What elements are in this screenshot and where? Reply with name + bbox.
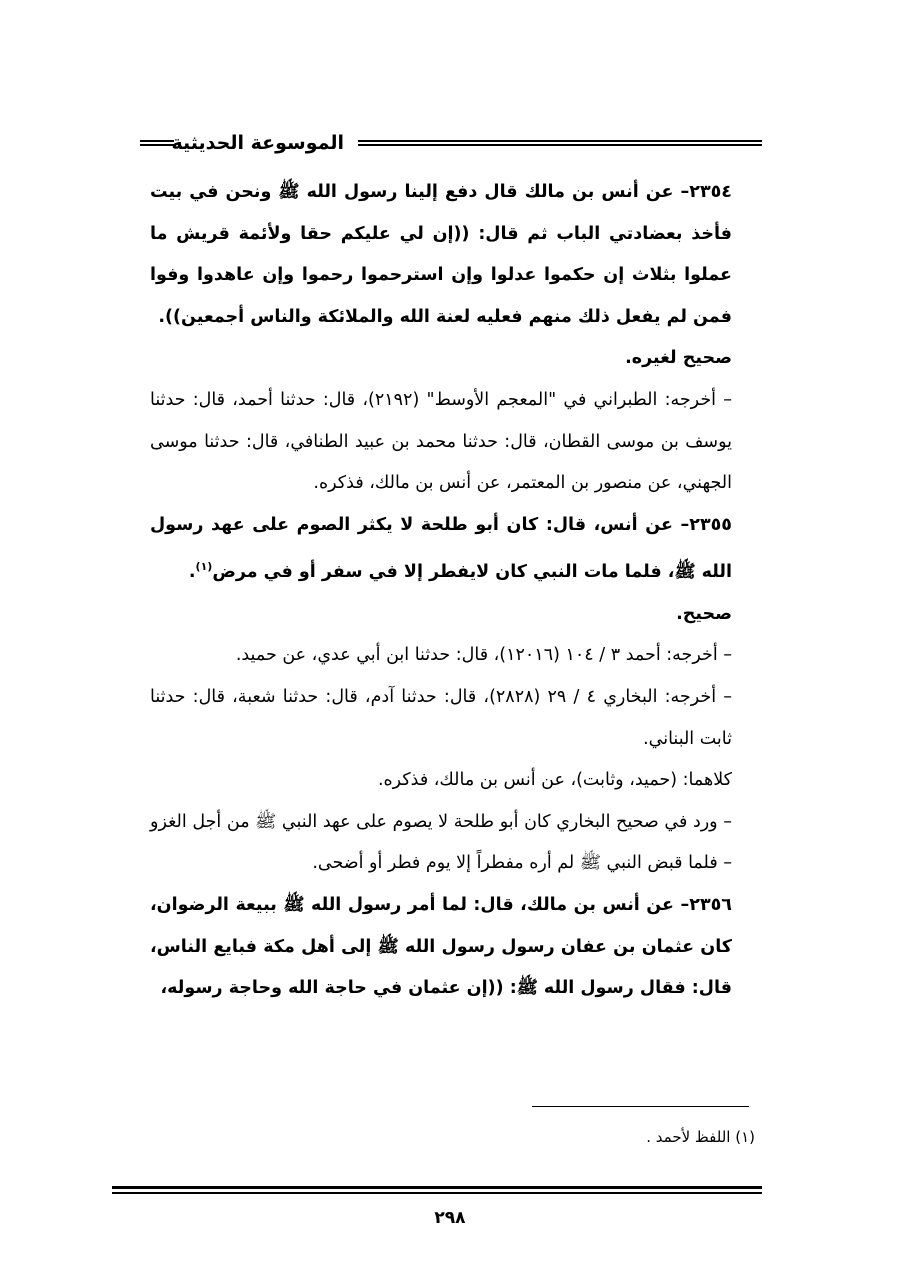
grade-2354: صحيح لغيره. <box>625 348 732 369</box>
takhrij-bukhari: – أخرجه: البخاري ٤ / ٢٩ (٢٨٢٨)، قال: حدثنا آدم، قال: حدثنا شعبة، قال: حدثنا ثابت البناني. <box>150 686 733 749</box>
page-number: ٢٩٨ <box>434 1208 466 1228</box>
footer-rule <box>112 1186 762 1194</box>
footnote-marker[interactable]: (١) <box>195 560 213 574</box>
takhrij-ahmad: – أخرجه: أحمد ٣ / ١٠٤ (١٢٠١٦)، قال: حدثنا ابن أبي عدي، عن حميد. <box>235 645 732 666</box>
header-rule-right <box>358 140 762 146</box>
hadith-2354: ٢٣٥٤– عن أنس بن مالك قال دفع إلينا رسول الله ﷺ ونحن في بيت فأخذ بعضادتي الباب ثم قال: ((إن لي عليكم حقا ولأئمة قريش ما عملوا بثلاث إن حكموا عدلوا وإن استرحموا رحموا وإن عاهدوا وفوا فمن لم يفعل ذلك منهم فعليه لعنة الله والملائكة والناس أجمعين)). <box>150 182 732 327</box>
bukhari-note: – ورد في صحيح البخاري كان أبو طلحة لا يصوم على عهد النبي ﷺ من أجل الغزو – فلما قبض النبي ﷺ لم أره مفطراً إلا يوم فطر أو أضحى. <box>150 811 732 874</box>
footnote-separator <box>532 1106 749 1107</box>
hadith-2356: ٢٣٥٦– عن أنس بن مالك، قال: لما أمر رسول الله ﷺ ببيعة الرضوان، كان عثمان بن عفان رسول رسول الله ﷺ إلى أهل مكة فبايع الناس، قال: فقال رسول الله ﷺ: ((إن عثمان في حاجة الله وحاجة رسوله، <box>150 894 732 999</box>
header-title: الموسوعة الحديثية <box>171 132 344 154</box>
both-narrations: كلاهما: (حميد، وثابت)، عن أنس بن مالك، فذكره. <box>377 770 732 791</box>
hadith-2355 <box>150 505 758 594</box>
hadith-2355-end: . <box>188 562 196 583</box>
footnote: (١) اللفظ لأحمد . <box>646 1128 755 1146</box>
header-rule-left <box>140 140 174 146</box>
main-text <box>150 172 758 1010</box>
grade-2355: صحيح. <box>676 603 732 624</box>
takhrij-2354: – أخرجه: الطبراني في "المعجم الأوسط" (٢١٩٢)، قال: حدثنا أحمد، قال: حدثنا يوسف بن موسى القطان، قال: حدثنا محمد بن عبيد الطنافي، قال: حدثنا موسى الجهني، عن منصور بن المعتمر، عن أنس بن مالك، فذكره. <box>150 389 732 494</box>
running-header <box>140 128 762 158</box>
hadith-2355-text: ٢٣٥٥– عن أنس، قال: كان أبو طلحة لا يكثر الصوم على عهد رسول الله ﷺ، فلما مات النبي كان لايفطر إلا في سفر أو في مرض <box>150 514 732 583</box>
